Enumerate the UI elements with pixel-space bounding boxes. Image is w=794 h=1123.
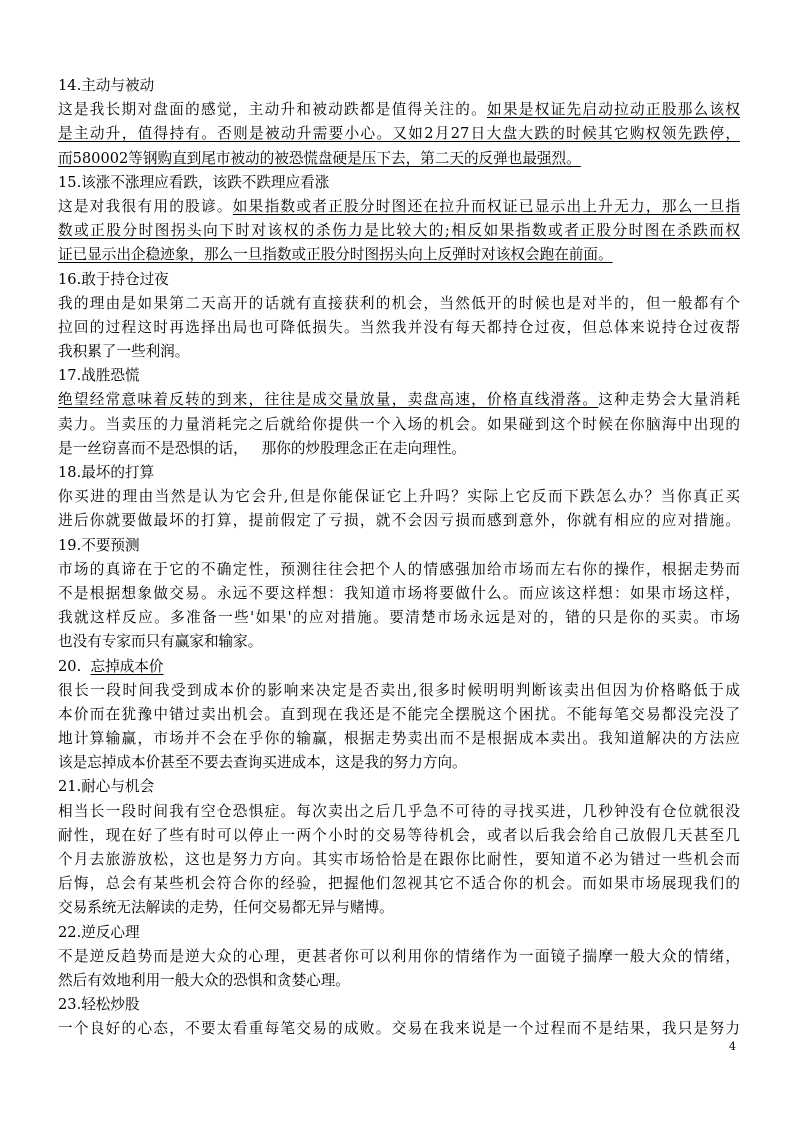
paragraph-line bbox=[58, 1017, 740, 1041]
line-text: 也没有专家而只有赢家和输家。 bbox=[58, 633, 263, 651]
heading-text: 14.主动与被动 bbox=[58, 77, 155, 94]
paragraph-line bbox=[58, 292, 740, 316]
heading-text: 忘掉成本价 bbox=[90, 657, 164, 675]
line-text: 市场的真谛在于它的不确定性，预测往往会把个人的情感强加给市场而左右你的操作，根据走势而 bbox=[58, 560, 740, 578]
paragraph-line bbox=[58, 751, 740, 775]
line-text: 不是逆反趋势而是逆大众的心理，更甚者你可以利用你的情绪作为一面镜子揣摩一般大众的情绪， bbox=[58, 947, 740, 965]
line-text: 然后有效地利用一般大众的恐惧和贪婪心理。 bbox=[58, 971, 350, 989]
line-text: 很长一段时间我受到成本价的影响来决定是否卖出,很多时候明明判断该卖出但因为价格略低于成 bbox=[58, 681, 740, 699]
line-text: 不是根据想象做交易。永远不要这样想：我知道市场将要做什么。而应该这样想：如果市场这样， bbox=[58, 584, 740, 602]
paragraph-line bbox=[58, 606, 740, 630]
heading-15 bbox=[58, 171, 740, 195]
heading-text: 23.轻松炒股 bbox=[58, 996, 140, 1014]
line-text: 我就这样反应。多准备一些'如果'的应对措施。要清楚市场永远是对的，错的只是你的买卖。市场 bbox=[58, 609, 740, 627]
paragraph-line bbox=[58, 800, 740, 824]
paragraph-line bbox=[58, 848, 740, 872]
heading-16 bbox=[58, 268, 740, 292]
line-text: 我的理由是如果第二天高开的话就有直接获利的机会，当然低开的时候也是对半的，但一般都有个 bbox=[58, 294, 740, 312]
heading-18 bbox=[58, 461, 740, 485]
heading-text: 19.不要预测 bbox=[58, 536, 140, 554]
heading-22 bbox=[58, 921, 740, 945]
paragraph-line bbox=[58, 727, 740, 751]
paragraph-line bbox=[58, 582, 740, 606]
paragraph-line bbox=[58, 147, 740, 171]
line-text: 该是忘掉成本价甚至不要去查询买进成本，这是我的努力方向。 bbox=[58, 754, 467, 772]
paragraph-line bbox=[58, 195, 740, 219]
paragraph-line bbox=[58, 703, 740, 727]
line-text: 卖力。当卖压的力量消耗完之后就给你提供一个入场的机会。如果碰到这个时候在你脑海中出现的 bbox=[58, 415, 740, 433]
line-text: 交易系统无法解读的走势，任何交易都无异与赌博。 bbox=[58, 899, 394, 917]
underlined-text: 是主动升，值得持有。否则是被动升需要小心。又如2月27日大盘大跌的时候其它购权领先跌停， bbox=[58, 125, 740, 143]
paragraph-line bbox=[58, 122, 740, 146]
paragraph-line bbox=[58, 945, 740, 969]
line-text: 你买进的理由当然是认为它会升,但是你能保证它上升吗？实际上它反而下跌怎么办？当你真正买 bbox=[58, 488, 740, 506]
paragraph-line bbox=[58, 558, 740, 582]
heading-21 bbox=[58, 775, 740, 799]
heading-17 bbox=[58, 364, 740, 388]
line-text: 本价而在犹豫中错过卖出机会。直到现在我还是不能完全摆脱这个困扰。不能每笔交易都没完没了 bbox=[58, 705, 740, 723]
line-text: 这是我长期对盘面的感觉，主动升和被动跌都是值得关注的。 bbox=[58, 101, 488, 119]
paragraph-line bbox=[58, 630, 740, 654]
line-text: 这种走势会大量消耗 bbox=[598, 391, 740, 409]
heading-20 bbox=[58, 655, 740, 679]
page-number: 4 bbox=[729, 1040, 736, 1053]
paragraph-line bbox=[58, 388, 740, 412]
paragraph-line bbox=[58, 437, 740, 461]
underlined-text: 证已显示出企稳迹象，那么一旦指数或正股分时图拐头向上反弹时对该权会跑在前面。 bbox=[58, 246, 613, 264]
underlined-text: 数或正股分时图拐头向下时对该权的杀伤力是比较大的;相反如果指数或者正股分时图在杀跌而权 bbox=[58, 222, 740, 240]
paragraph-line bbox=[58, 679, 740, 703]
heading-text: 18.最坏的打算 bbox=[58, 464, 155, 481]
paragraph-line bbox=[58, 98, 740, 122]
paragraph-line bbox=[58, 969, 740, 993]
underlined-text: 如果是权证先启动拉动正股那么该权 bbox=[487, 101, 740, 119]
paragraph-line bbox=[58, 243, 740, 267]
heading-14 bbox=[58, 74, 740, 98]
heading-text: 21.耐心与机会 bbox=[58, 778, 155, 796]
line-text: 后悔，总会有某些机会符合你的经验，把握他们忽视其它不适合你的机会。而如果市场展现我们的 bbox=[58, 875, 740, 893]
underlined-text: 绝望经常意味着反转的到来，往往是成交量放量，卖盘高速，价格直线滑落。 bbox=[58, 391, 599, 409]
heading-number: 20. bbox=[58, 657, 91, 675]
line-text: 是一丝窃喜而不是恐惧的话， 那你的炒股理念正在走向理性。 bbox=[58, 439, 466, 457]
paragraph-line bbox=[58, 872, 740, 896]
underlined-text: 如果指数或者正股分时图还在拉升而权证已显示出上升无力，那么一旦指 bbox=[232, 197, 740, 215]
paragraph-line bbox=[58, 219, 740, 243]
underlined-text: 而580002等钢购直到尾市被动的被恐慌盘硬是压下去，第二天的反弹也最强烈。 bbox=[58, 149, 581, 167]
paragraph-line bbox=[58, 509, 740, 533]
heading-text: 15.该涨不涨理应看跌，该跌不跌理应看涨 bbox=[58, 173, 330, 191]
line-text: 地计算输赢，市场并不会在乎你的输赢，根据走势卖出而不是根据成本卖出。我知道解决的方法应 bbox=[58, 730, 740, 748]
paragraph-line bbox=[58, 824, 740, 848]
line-text: 进后你就要做最坏的打算，提前假定了亏损，就不会因亏损而感到意外，你就有相应的应对措施。 bbox=[58, 512, 740, 530]
heading-text: 22.逆反心理 bbox=[58, 923, 140, 941]
document-body bbox=[58, 74, 740, 1042]
line-text: 耐性，现在好了些有时可以停止一两个小时的交易等待机会，或者以后我会给自己放假几天甚至几 bbox=[58, 826, 740, 844]
line-text: 我积累了一些利润。 bbox=[58, 343, 190, 361]
heading-text: 17.战胜恐慌 bbox=[58, 367, 140, 385]
line-text: 个月去旅游放松，这也是努力方向。其实市场恰恰是在跟你比耐性，要知道不必为错过一些机会而 bbox=[58, 851, 740, 868]
heading-23 bbox=[58, 993, 740, 1017]
line-text: 相当长一段时间我有空仓恐惧症。每次卖出之后几乎急不可待的寻找买进，几秒钟没有仓位就很没 bbox=[58, 802, 740, 820]
line-text: 拉回的过程这时再选择出局也可降低损失。当然我并没有每天都持仓过夜，但总体来说持仓过夜帮 bbox=[58, 318, 740, 336]
line-text: 这是对我很有用的股谚。 bbox=[58, 197, 233, 215]
line-text: 一个良好的心态，不要太看重每笔交易的成败。交易在我来说是一个过程而不是结果，我只是努力 bbox=[58, 1020, 740, 1038]
paragraph-line bbox=[58, 340, 740, 364]
heading-text: 16.敢于持仓过夜 bbox=[58, 270, 169, 288]
heading-19 bbox=[58, 534, 740, 558]
paragraph-line bbox=[58, 485, 740, 509]
paragraph-line bbox=[58, 413, 740, 437]
paragraph-line bbox=[58, 316, 740, 340]
paragraph-line bbox=[58, 896, 740, 920]
